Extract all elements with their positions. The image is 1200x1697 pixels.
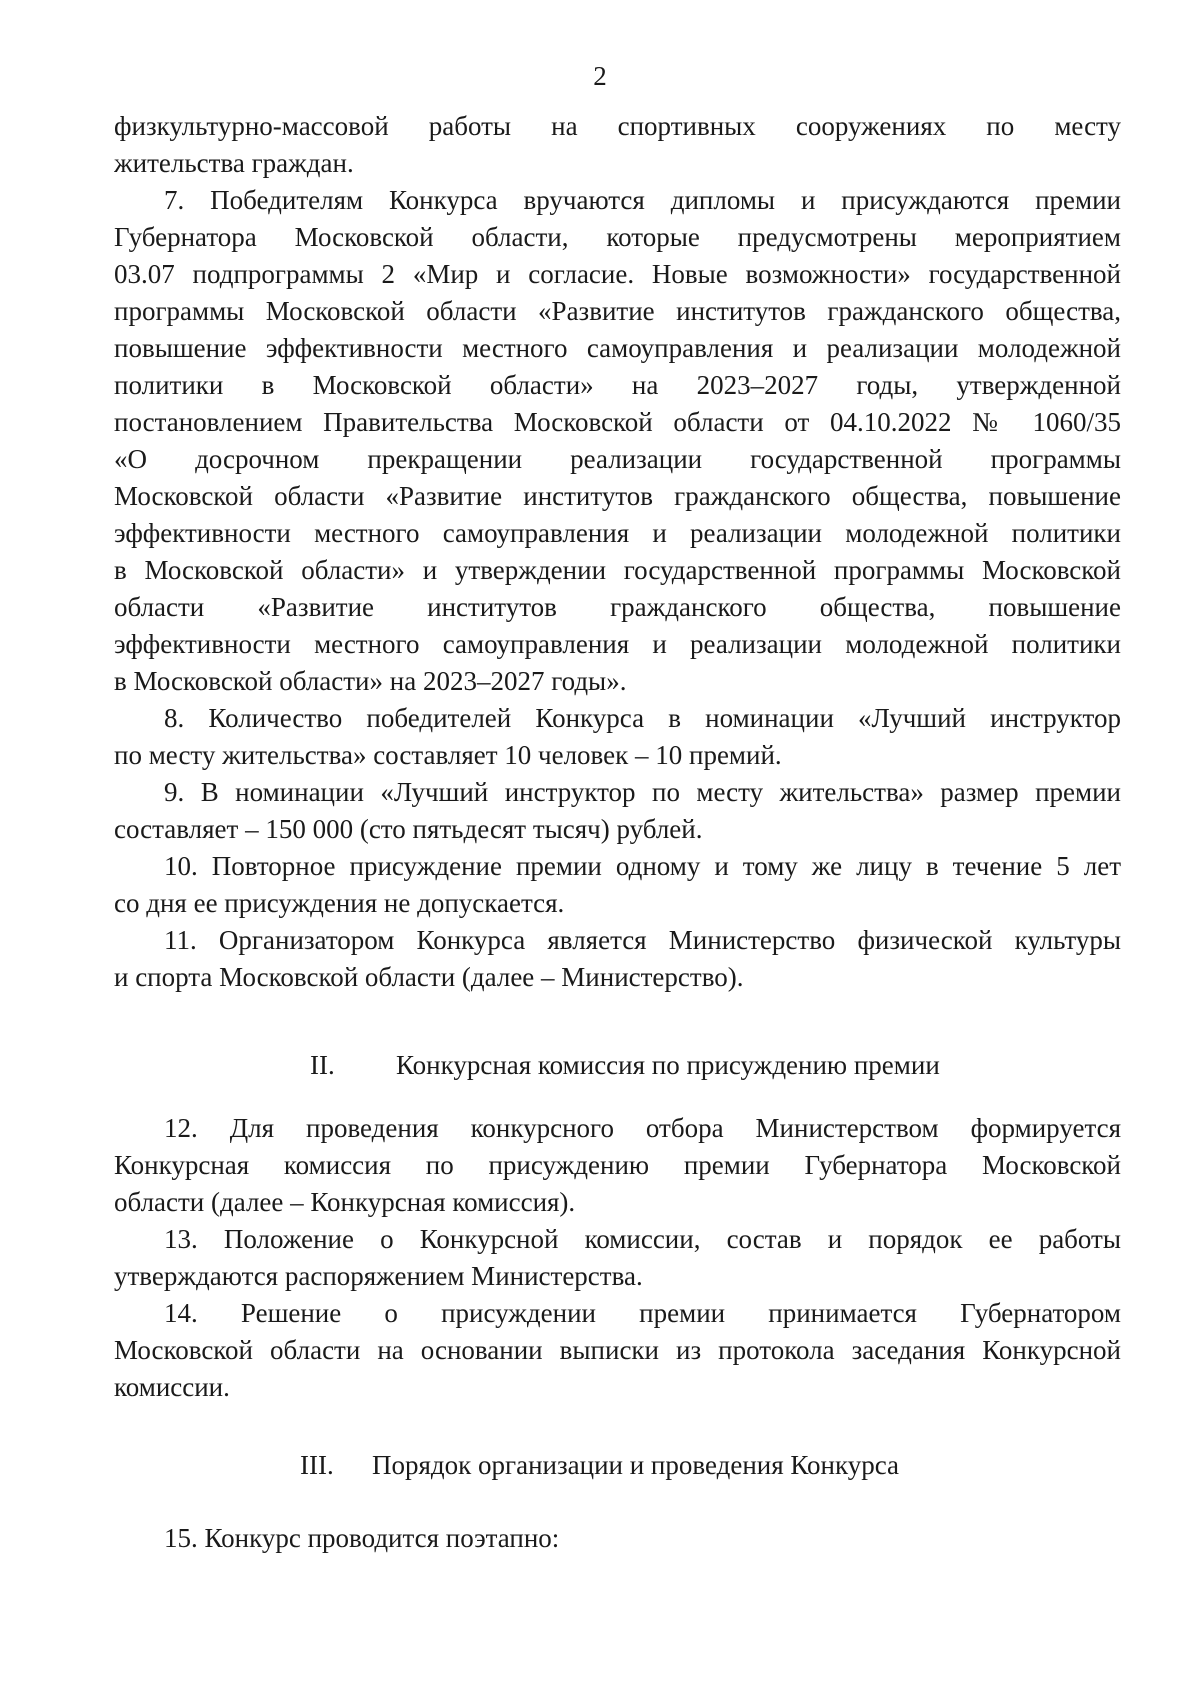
section-title: Конкурсная комиссия по присуждению премии bbox=[396, 1050, 940, 1080]
text-line: 12. Для проведения конкурсного отбора Министерством формируется bbox=[164, 1113, 1121, 1143]
text-line: повышение эффективности местного самоуправления и реализации молодежной bbox=[114, 333, 1121, 363]
text-line: эффективности местного самоуправления и реализации молодежной политики bbox=[114, 629, 1121, 659]
text-line: составляет – 150 000 (сто пятьдесят тысяч) рублей. bbox=[114, 814, 703, 844]
section-heading-3 bbox=[114, 1447, 1121, 1484]
body-text-bottom bbox=[114, 1520, 1121, 1557]
text-line: 15. Конкурс проводится поэтапно: bbox=[164, 1523, 560, 1553]
text-line: 14. Решение о присуждении премии принимается Губернатором bbox=[164, 1298, 1121, 1328]
text-line: 9. В номинации «Лучший инструктор по месту жительства» размер премии bbox=[164, 777, 1121, 807]
text-line: постановлением Правительства Московской области от 04.10.2022 № 1060/35 bbox=[114, 407, 1121, 437]
text-line: «О досрочном прекращении реализации государственной программы bbox=[114, 444, 1121, 474]
section-title: Порядок организации и проведения Конкурса bbox=[372, 1450, 900, 1480]
body-text-top bbox=[114, 108, 1121, 996]
text-line: в Московской области» на 2023–2027 годы». bbox=[114, 666, 627, 696]
text-line: физкультурно-массовой работы на спортивных сооружениях по месту bbox=[114, 111, 1121, 141]
text-line: 03.07 подпрограммы 2 «Мир и согласие. Новые возможности» государственной bbox=[114, 259, 1121, 289]
text-line: по месту жительства» составляет 10 человек – 10 премий. bbox=[114, 740, 782, 770]
text-line: программы Московской области «Развитие институтов гражданского общества, bbox=[114, 296, 1121, 326]
page-number: 2 bbox=[593, 61, 607, 91]
text-line: утверждаются распоряжением Министерства. bbox=[114, 1261, 643, 1291]
body-text-middle bbox=[114, 1110, 1121, 1406]
text-line: и спорта Московской области (далее – Министерство). bbox=[114, 962, 744, 992]
text-line: Конкурсная комиссия по присуждению премии Губернатора Московской bbox=[114, 1150, 1121, 1180]
text-line: области «Развитие институтов гражданского общества, повышение bbox=[114, 592, 1121, 622]
text-line: политики в Московской области» на 2023–2027 годы, утвержденной bbox=[114, 370, 1121, 400]
text-line: комиссии. bbox=[114, 1372, 230, 1402]
text-line: жительства граждан. bbox=[114, 148, 354, 178]
text-line: со дня ее присуждения не допускается. bbox=[114, 888, 565, 918]
text-line: 7. Победителям Конкурса вручаются дипломы и присуждаются премии bbox=[164, 185, 1121, 215]
text-line: 10. Повторное присуждение премии одному и тому же лицу в течение 5 лет bbox=[164, 851, 1121, 881]
section-heading-2 bbox=[114, 1047, 1121, 1084]
text-line: Московской области «Развитие институтов гражданского общества, повышение bbox=[114, 481, 1121, 511]
section-number: II. bbox=[310, 1050, 335, 1080]
text-line: Губернатора Московской области, которые предусмотрены мероприятием bbox=[114, 222, 1121, 252]
text-line: области (далее – Конкурсная комиссия). bbox=[114, 1187, 576, 1217]
text-line: 11. Организатором Конкурса является Министерство физической культуры bbox=[164, 925, 1121, 955]
text-line: эффективности местного самоуправления и реализации молодежной политики bbox=[114, 518, 1121, 548]
text-line: Московской области на основании выписки из протокола заседания Конкурсной bbox=[114, 1335, 1121, 1365]
text-line: 8. Количество победителей Конкурса в номинации «Лучший инструктор bbox=[164, 703, 1121, 733]
section-number: III. bbox=[300, 1450, 334, 1480]
text-line: в Московской области» и утверждении государственной программы Московской bbox=[114, 555, 1121, 585]
text-line: 13. Положение о Конкурсной комиссии, состав и порядок ее работы bbox=[164, 1224, 1121, 1254]
